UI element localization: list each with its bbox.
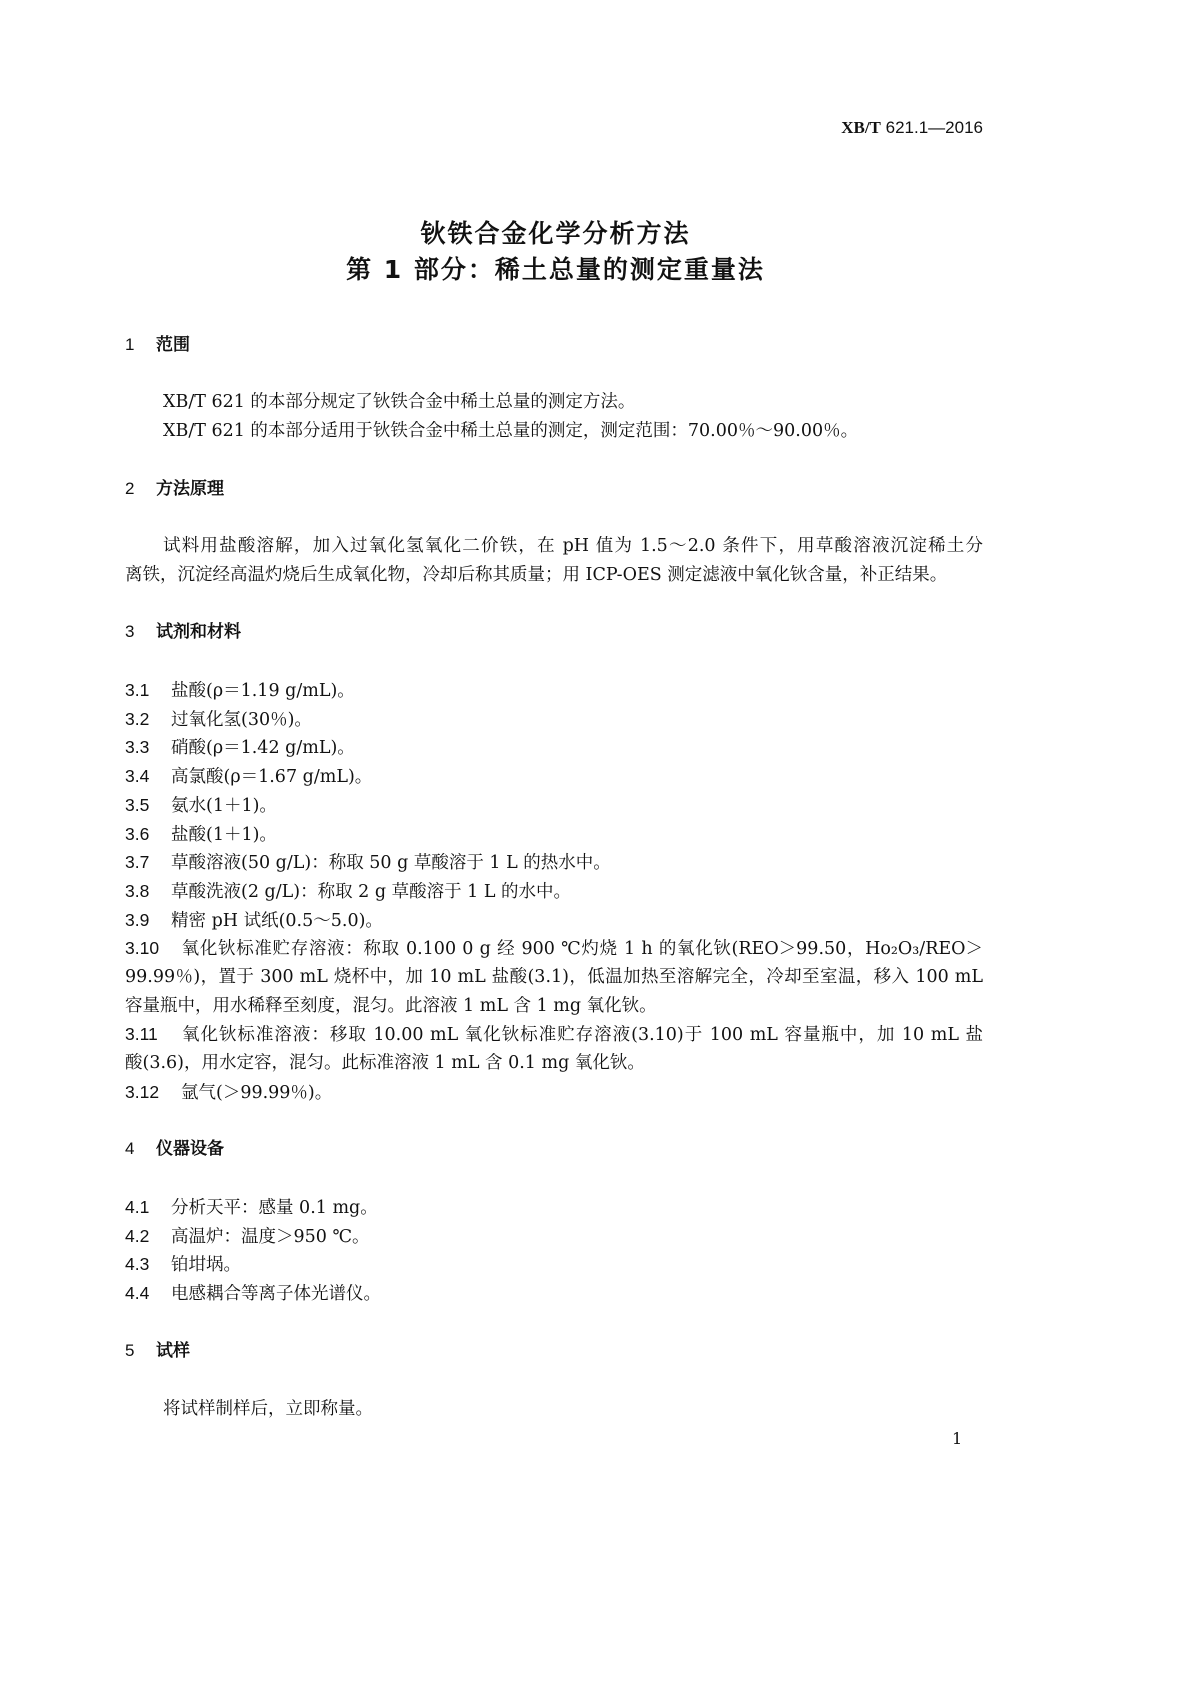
- section-heading-2: 2 方法原理: [125, 479, 224, 499]
- item-number: 4.1: [125, 1197, 150, 1217]
- item-number: 3.2: [125, 708, 150, 729]
- list-item: [125, 1023, 983, 1046]
- list-item: [125, 1282, 381, 1305]
- item-number: 3.6: [125, 823, 150, 844]
- list-item: [125, 823, 277, 846]
- list-item: [125, 765, 372, 788]
- list-item-continuation: 99.99％)，置于 300 mL 烧杯中，加 10 mL 盐酸(3.1)，低温加热至溶解完全，冷却至室温，移入 100 mL: [125, 967, 983, 987]
- item-text: 精密 pH 试纸(0.5～5.0)。: [171, 910, 383, 931]
- paragraph: 试料用盐酸溶解，加入过氧化氢氧化二价铁，在 pH 值为 1.5～2.0 条件下，用草酸溶液沉淀稀土分: [163, 536, 983, 556]
- item-number: 3.4: [125, 766, 150, 787]
- item-text: 高氯酸(ρ＝1.67 g/mL)。: [171, 767, 373, 788]
- list-item: [125, 937, 983, 960]
- paragraph: XB/T 621 的本部分适用于钬铁合金中稀土总量的测定，测定范围：70.00％～90.00％。: [163, 421, 859, 441]
- page-number: 1: [952, 1429, 963, 1448]
- paragraph: 离铁，沉淀经高温灼烧后生成氧化物，冷却后称其质量；用 ICP-OES 测定滤液中氧化钬含量，补正结果。: [125, 565, 948, 585]
- item-text: 草酸溶液(50 g/L)：称取 50 g 草酸溶于 1 L 的热水中。: [171, 853, 611, 874]
- document-subtitle: 第 1 部分：稀土总量的测定重量法: [346, 255, 765, 284]
- document-title: 钬铁合金化学分析方法: [420, 219, 691, 248]
- standard-code: XB/T 621.1—2016: [841, 118, 983, 137]
- item-text: 硝酸(ρ＝1.42 g/mL)。: [171, 738, 355, 759]
- paragraph: XB/T 621 的本部分规定了钬铁合金中稀土总量的测定方法。: [163, 392, 636, 412]
- item-text: 氨水(1＋1)。: [171, 795, 277, 816]
- item-text: 过氧化氢(30％)。: [171, 709, 312, 730]
- item-number: 4.2: [125, 1225, 150, 1246]
- item-text: 盐酸(ρ＝1.19 g/mL)。: [171, 681, 355, 701]
- section-heading-5: 5 试样: [125, 1341, 190, 1361]
- item-text: 分析天平：感量 0.1 mg。: [171, 1198, 378, 1218]
- item-text: 电感耦合等离子体光谱仪。: [171, 1284, 381, 1305]
- item-text: 盐酸(1＋1)。: [171, 824, 277, 845]
- list-item-continuation: 酸(3.6)，用水定容，混匀。此标准溶液 1 mL 含 0.1 mg 氧化钬。: [125, 1053, 645, 1074]
- list-item: [125, 1081, 332, 1104]
- list-item: [125, 679, 355, 702]
- item-number: 3.1: [125, 680, 150, 700]
- section-heading-1: 1 范围: [125, 335, 190, 355]
- item-text: 高温炉：温度＞950 ℃。: [171, 1226, 370, 1247]
- item-number: 4.4: [125, 1283, 150, 1304]
- list-item: [125, 851, 611, 874]
- list-item: [125, 1225, 370, 1248]
- item-text: 氧化钬标准贮存溶液：称取 0.100 0 g 经 900 ℃灼烧 1 h 的氧化钬(REO＞99.50，Ho₂O₃/REO＞: [181, 939, 983, 960]
- item-number: 3.11: [125, 1024, 158, 1045]
- item-number: 3.5: [125, 794, 150, 815]
- item-number: 3.10: [125, 938, 160, 959]
- section-heading-4: 4 仪器设备: [125, 1139, 224, 1159]
- item-number: 3.3: [125, 737, 150, 758]
- item-text: 氩气(＞99.99％)。: [181, 1082, 333, 1103]
- list-item: [125, 909, 383, 932]
- item-text: 草酸洗液(2 g/L)：称取 2 g 草酸溶于 1 L 的水中。: [171, 881, 572, 902]
- item-number: 3.12: [125, 1081, 160, 1102]
- item-text: 氧化钬标准溶液：移取 10.00 mL 氧化钬标准贮存溶液(3.10)于 100 mL 容量瓶中，加 10 mL 盐: [181, 1025, 983, 1046]
- section-heading-3: 3 试剂和材料: [125, 622, 241, 642]
- item-text: 铂坩埚。: [171, 1255, 241, 1276]
- item-number: 3.7: [125, 852, 150, 873]
- list-item: [125, 708, 312, 731]
- item-number: 3.9: [125, 909, 150, 930]
- list-item: [125, 736, 355, 759]
- list-item-continuation: 容量瓶中，用水稀释至刻度，混匀。此溶液 1 mL 含 1 mg 氧化钬。: [125, 995, 657, 1016]
- item-number: 3.8: [125, 880, 150, 901]
- list-item: [125, 1196, 378, 1219]
- list-item: [125, 1253, 241, 1276]
- list-item: [125, 794, 277, 817]
- paragraph: 将试样制样后，立即称量。: [163, 1399, 373, 1419]
- item-number: 4.3: [125, 1254, 150, 1275]
- list-item: [125, 880, 571, 903]
